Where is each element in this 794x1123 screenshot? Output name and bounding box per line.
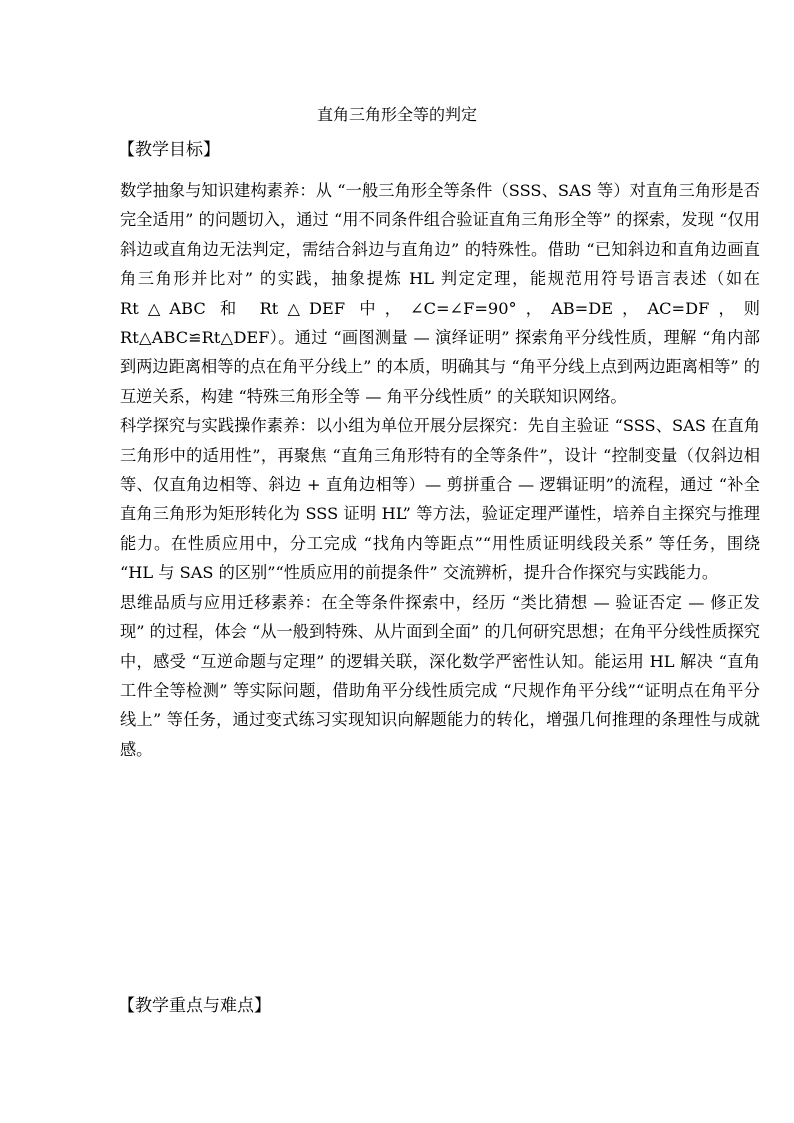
section-heading-goals: 【教学目标】 [118, 140, 220, 160]
goal-paragraph-inquiry: 科学探究与实践操作素养：以小组为单位开展分层探究：先自主验证 “SSS、SAS 在直角三角形中的适用性”，再聚焦 “直角三角形特有的全等条件”，设计 “控制变量（仅斜边相等、仅直角边相等、斜边 + 直角边相等）— 剪拼重合 — 逻辑证明”的流程，通过 “补全直角三角形为矩形转化为 SSS 证明 HL” 等方法，验证定理严谨性，培养自主探究与推理能力。在性质应用中，分工完成 “找角内等距点”“用性质证明线段关系” 等任务，围绕 “HL 与 SAS 的区别”“性质应用的前提条件” 交流辨析，提升合作探究与实践能力。 [120, 416, 760, 583]
section-heading-key-points: 【教学重点与难点】 [118, 996, 271, 1016]
goal-paragraph-abstraction: 数学抽象与知识建构素养：从 “一般三角形全等条件（SSS、SAS 等）对直角三角形是否完全适用” 的问题切入，通过 “用不同条件组合验证直角三角形全等” 的探索，发现 “仅用斜边或直角边无法判定，需结合斜边与直角边” 的特殊性。借助 “已知斜边和直角边画直角三角形并比对” 的实践，抽象提炼 HL 判定定理，能规范用符号语言表述（如在 Rt△ABC 和 Rt△DEF 中，∠C=∠F=90°，AB=DE，AC=DF，则 Rt△ABC≌Rt△DEF）。通过 “画图测量 — 演绎证明” 探索角平分线性质，理解 “角内部到两边距离相等的点在角平分线上” 的本质，明确其与 “角平分线上点到两边距离相等” 的互逆关系，构建 “特殊三角形全等 — 角平分线性质” 的关联知识网络。 [120, 181, 760, 406]
goals-body [120, 176, 760, 764]
goal-paragraph-thinking: 思维品质与应用迁移素养：在全等条件探索中，经历 “类比猜想 — 验证否定 — 修正发现” 的过程，体会 “从一般到特殊、从片面到全面” 的几何研究思想；在角平分线性质探究中，感受 “互逆命题与定理” 的逻辑关联，深化数学严密性认知。能运用 HL 解决 “直角工件全等检测” 等实际问题，借助角平分线性质完成 “尺规作角平分线”“证明点在角平分线上” 等任务，通过变式练习实现知识向解题能力的转化，增强几何推理的条理性与成就感。 [120, 592, 760, 759]
document-title: 直角三角形全等的判定 [316, 105, 477, 124]
